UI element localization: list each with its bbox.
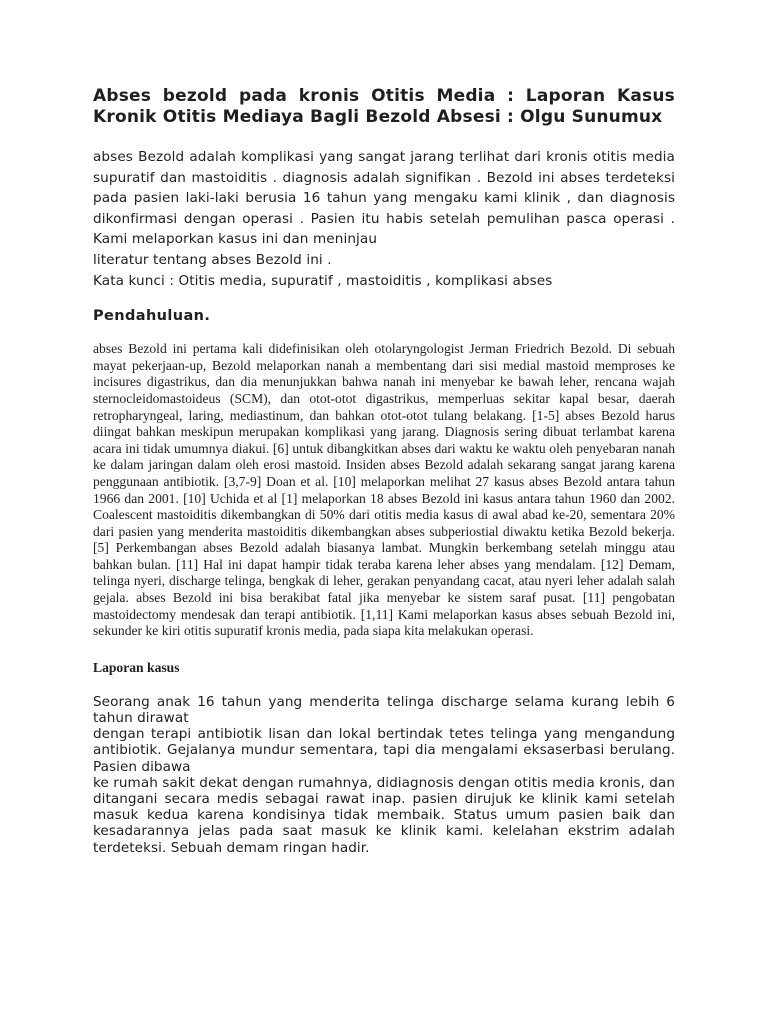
case-paragraph: dengan terapi antibiotik lisan dan lokal bertindak tetes telinga yang mengandung antibiotik. Gejalanya mundur sementara, tapi dia mengalami eksaserbasi berulang. Pasien dibawa xyxy=(93,726,675,775)
intro-heading: Pendahuluan. xyxy=(93,308,211,325)
case-report-body xyxy=(93,694,675,856)
case-paragraph: ke rumah sakit dekat dengan rumahnya, didiagnosis dengan otitis media kronis, dan ditangani secara medis sebagai rawat inap. pasien dirujuk ke klinik kami setelah masuk kedua karena kondisinya tidak membaik. Status umum pasien baik dan kesadarannya jelas pada saat masuk ke klinik kami. kelelahan ekstrim adalah terdeteksi. Sebuah demam ringan hadir. xyxy=(93,774,675,856)
intro-body: abses Bezold ini pertama kali didefinisikan oleh otolaryngologist Jerman Friedrich Bezold. Di sebuah mayat pekerjaan-up, Bezold melaporkan nanah a membentang dari sisi medial mastoid memproses ke incisures digastrikus, dan dia menunjukkan bahwa nanah ini menyebar ke bawah leher, rencana wajah sternocleidomastoideus (SCM), dan otot-otot digastrikus, memperluas sekitar kapal besar, daerah retropharyngeal, laring, mediastinum, dan bahkan otot-otot tulang belakang. [1-5] abses Bezold harus diingat bahkan meskipun merupakan komplikasi yang jarang. Diagnosis sering dibuat terlambat karena acara ini tidak umumnya diakui. [6] untuk dibangkitkan abses dari waktu ke waktu oleh penyebaran nanah ke dalam jaringan dalam oleh erosi mastoid. Insiden abses Bezold adalah sekarang sangat jarang karena penggunaan antibiotik. [3,7-9] Doan et al. [10] melaporkan melihat 27 kasus abses Bezold antara tahun 1966 dan 2001. [10] Uchida et al [1] melaporkan 18 abses Bezold ini kasus antara tahun 1960 dan 2002. Coalescent mastoiditis dikembangkan di 50% dari otitis media kasus di awal abad ke-20, sementara 20% dari pasien yang menderita mastoiditis dikembangkan abses subperiostial diwaktu ketika Bezold bekerja. [5] Perkembangan abses Bezold adalah biasanya lambat. Mungkin berkembang setelah minggu atau bahkan bulan. [11] Hal ini dapat hampir tidak teraba karena leher abses yang mendalam. [12] Demam, telinga nyeri, discharge telinga, bengkak di leher, gerakan penyandang cacat, atau nyeri leher adalah salah gejala. abses Bezold ini bisa berakibat fatal jika menyebar ke sistem saraf pusat. [11] pengobatan mastoidectomy mendesak dan terapi antibiotik. [1,11] Kami melaporkan kasus abses sebuah Bezold ini, sekunder ke kiri otitis supuratif kronis media, pada siapa kita melakukan operasi. xyxy=(93,341,675,639)
document-title: Abses bezold pada kronis Otitis Media : Laporan Kasus Kronik Otitis Mediaya Bagli Bezold Absesi : Olgu Sunumux xyxy=(93,86,675,127)
abstract-body: abses Bezold adalah komplikasi yang sangat jarang terlihat dari kronis otitis media supuratif dan mastoiditis . diagnosis adalah signifikan . Bezold ini abses terdeteksi pada pasien laki-laki berusia 16 tahun yang mengaku kami klinik , dan diagnosis dikonfirmasi dengan operasi . Pasien itu habis setelah pemulihan pasca operasi . Kami melaporkan kasus ini dan meninjau xyxy=(93,149,675,248)
case-report-heading: Laporan kasus xyxy=(93,659,180,675)
abstract-keywords: Kata kunci : Otitis media, supuratif , mastoiditis , komplikasi abses xyxy=(93,272,553,289)
abstract-body-end: literatur tentang abses Bezold ini . xyxy=(93,251,332,268)
abstract xyxy=(93,147,675,291)
case-paragraph: Seorang anak 16 tahun yang menderita telinga discharge selama kurang lebih 6 tahun dirawat xyxy=(93,693,675,727)
